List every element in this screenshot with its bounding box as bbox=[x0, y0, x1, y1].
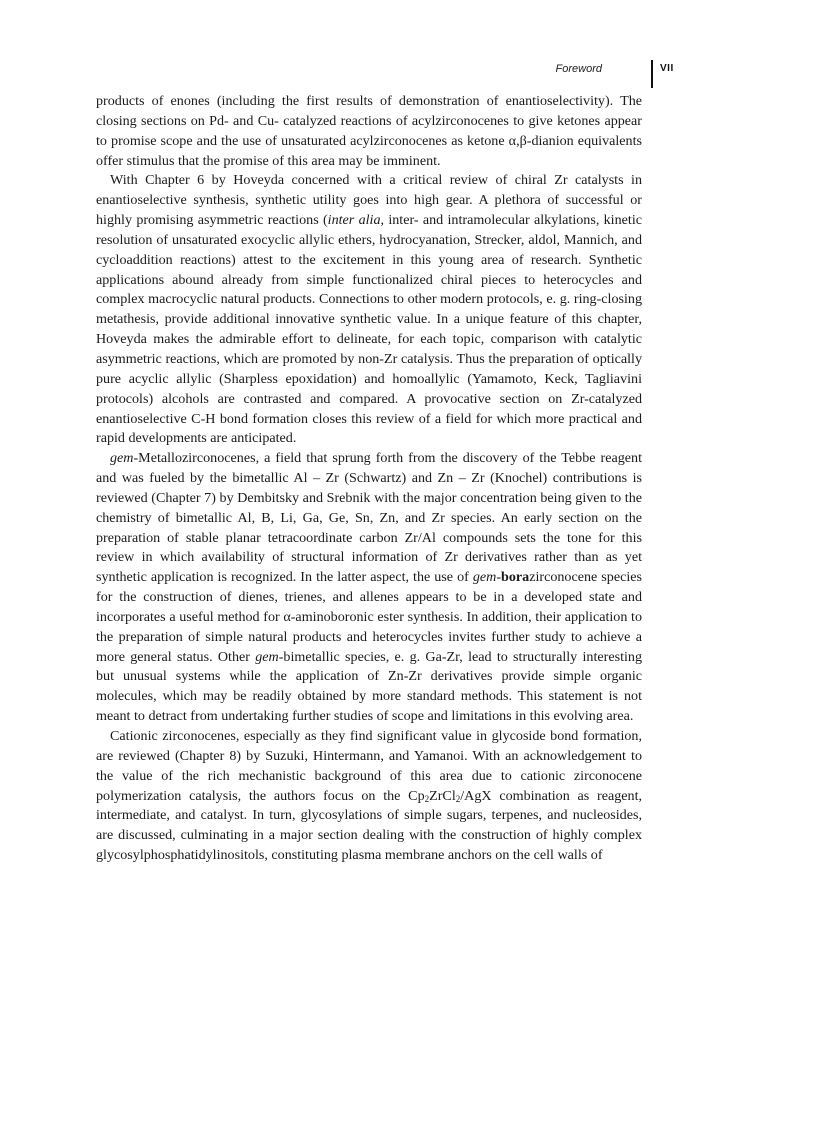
running-head bbox=[555, 60, 680, 90]
paragraph-3-bora: bora bbox=[501, 569, 530, 586]
paragraph-2-italic: inter alia bbox=[327, 212, 381, 229]
paragraph-4-part2: /AgX combination as reagent, intermediate, and catalyst. In turn, glycosylations of simple sugars, terpenes, and nucleosides, are discussed, culminating in a major section dealing with the construction of highly complex glycosylphosphatidylinositols, constituting plasma membrane anchors on the cell walls of bbox=[96, 787, 643, 864]
body-text bbox=[96, 92, 642, 866]
paragraph-3 bbox=[96, 449, 642, 727]
page-number: VII bbox=[660, 63, 674, 74]
paragraph-3-gem-start: gem bbox=[110, 450, 134, 467]
paragraph-4-part1: Cationic zirconocenes, especially as they find significant value in glycoside bond formation, are reviewed (Chapter 8) by Suzuki, Hintermann, and Yamanoi. With an acknowledgement to the value of the rich mechanistic background of this area due to cationic zirconocene polymerization catalysis, the authors focus on the Cp bbox=[96, 728, 642, 804]
running-head-divider bbox=[651, 60, 653, 88]
paragraph-4-subscript-2: 2 bbox=[455, 793, 461, 804]
paragraph-3-part1: -Metallozirconocenes, a field that sprung forth from the discovery of the Tebbe reagent and was fueled by the bimetallic Al – Zr (Schwartz) and Zn – Zr (Knochel) contributions is reviewed (Chapter 7) by Dembitsky and Srebnik with the major concentration being given to the chemistry of bimetallic Al, B, Li, Ga, Ge, Sn, Zn, and Zr species. An early section on the preparation of stable planar tetracoordinate carbon Zr/Al compounds sets the tone for this review in which availability of structural information of Zr derivatives rather than as yet synthetic application is recognized. In the latter aspect, the use of bbox=[96, 450, 642, 586]
paragraph-3-dash: - bbox=[496, 569, 502, 586]
paragraph-1 bbox=[96, 92, 642, 171]
paragraph-3-gem-2: gem bbox=[255, 648, 279, 665]
paragraph-2 bbox=[96, 171, 642, 449]
paragraph-1-text: products of enones (including the first results of demonstration of enantioselectivity). The closing sections on Pd- and Cu- catalyzed reactions of acylzirconocenes to give ketones appear to promise scope and the use of unsaturated acylzirconocenes as ketone α,β-dianion equivalents offer stimulus that the promise of this area may be imminent. bbox=[96, 93, 642, 169]
paragraph-2-tail: , inter- and intramolecular alkylations, kinetic resolution of unsaturated exocyclic allylic ethers, hydrocyanation, Strecker, aldol, Mannich, and cycloaddition reactions) attest to the excitement in this young area of research. Synthetic applications abound already from simple functionalized chiral pieces to heterocycles and complex macrocyclic natural products. Connections to other modern protocols, e. g. ring-closing metathesis, provide additional innovative synthetic value. In a unique feature of this chapter, Hoveyda makes the admirable effort to delineate, for each topic, comparison with catalytic asymmetric reactions, which are promoted by non-Zr catalysis. Thus the preparation of optically pure acyclic allylic (Sharpless epoxidation) and homoallylic (Yamamoto, Keck, Tagliavini protocols) alcohols are contrasted and compared. A provocative section on Zr-catalyzed enantioselective C-H bond formation closes this review of a field for which more practical and rapid developments are anticipated. bbox=[96, 212, 642, 447]
paragraph-4-mid: ZrCl bbox=[429, 787, 456, 804]
paragraph-4 bbox=[96, 727, 642, 866]
paragraph-2-lead: With Chapter 6 by Hoveyda concerned with a critical review of chiral Zr catalysts in enantioselective synthesis, synthetic utility goes into high gear. A plethora of successful or highly promising asymmetric reactions ( bbox=[96, 172, 642, 229]
paragraph-4-subscript-1: 2 bbox=[424, 793, 430, 804]
running-head-section-title: Foreword bbox=[555, 63, 602, 75]
paragraph-3-part2: zirconocene species for the construction of dienes, trienes, and allenes appears to be in a developed state and incorporates a useful method for α-aminoboronic ester synthesis. In addition, their application to the preparation of simple natural products and heterocycles invites further study to achieve a more general status. Other bbox=[96, 569, 642, 665]
paragraph-3-gem: gem bbox=[472, 569, 497, 586]
paragraph-3-part3: -bimetallic species, e. g. Ga-Zr, lead to structurally interesting but unusual systems while the application of Zn-Zr derivatives provide simple organic molecules, which may be readily obtained by more standard methods. This statement is not meant to detract from undertaking further studies of scope and limitations in this evolving area. bbox=[96, 648, 642, 725]
